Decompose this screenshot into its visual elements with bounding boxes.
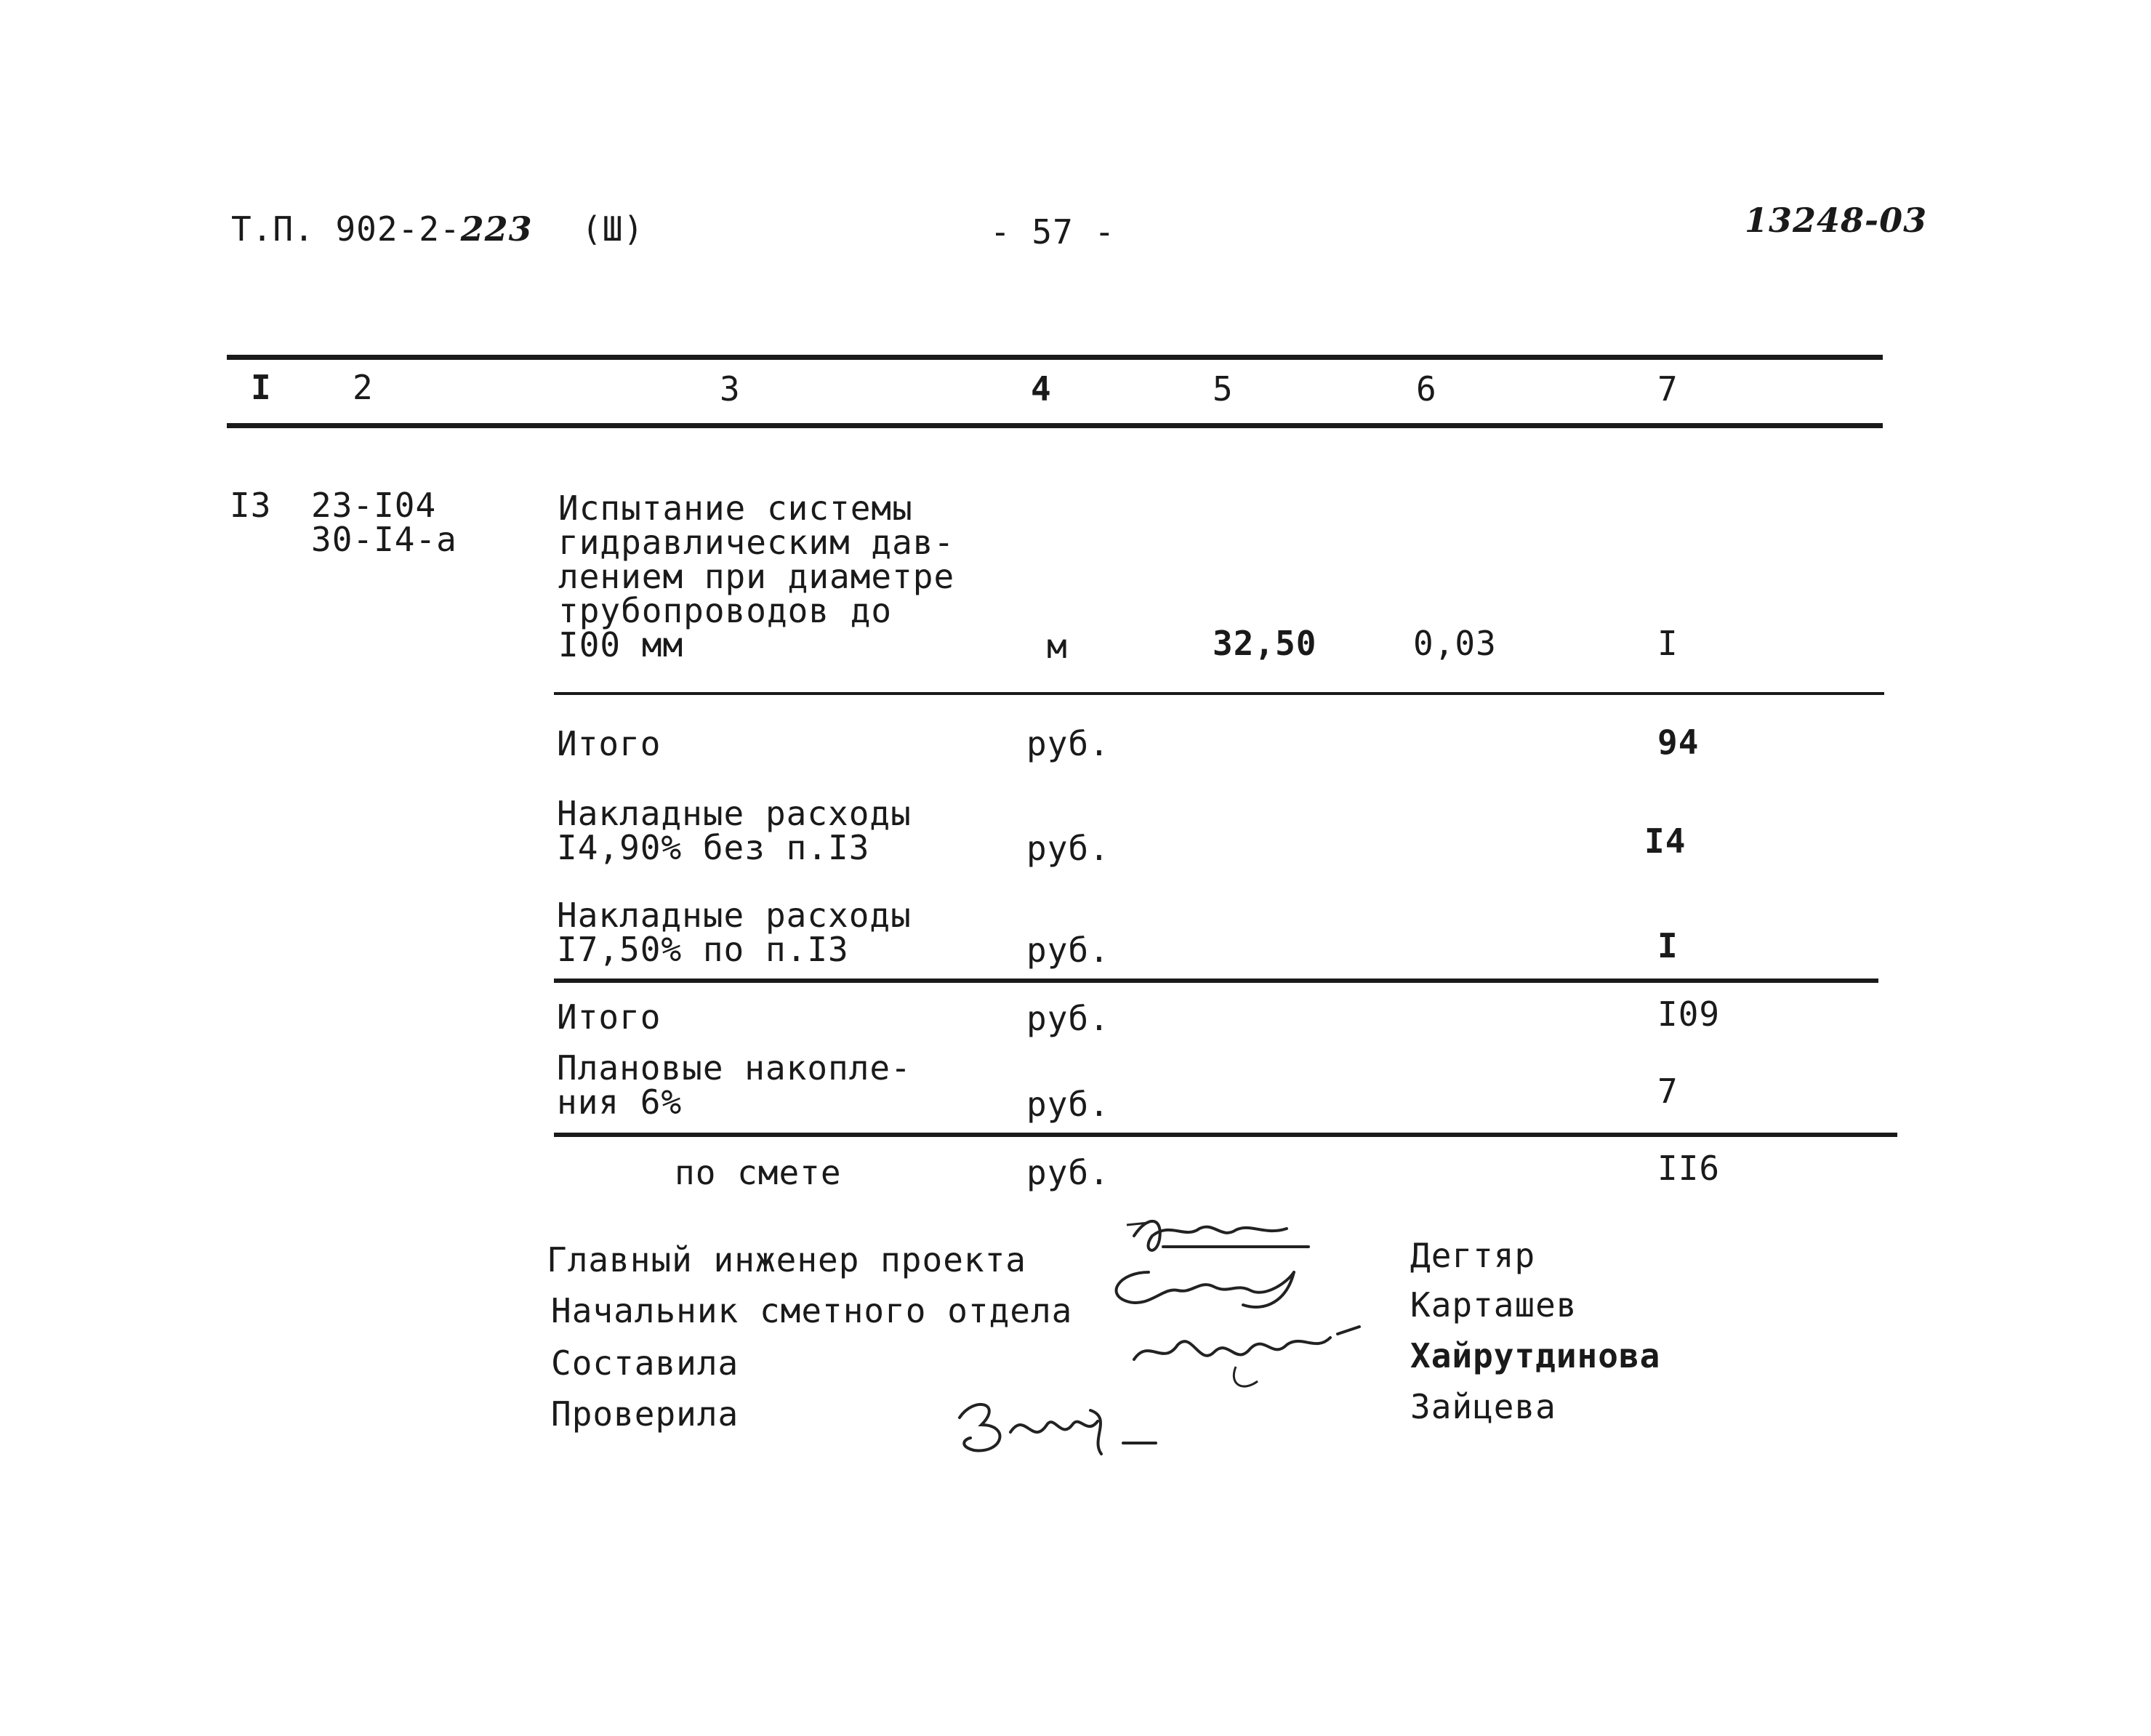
summary-unit: руб.: [1026, 724, 1110, 763]
summary-unit: руб.: [1026, 931, 1110, 970]
summary-label: по смете: [675, 1153, 842, 1192]
summary-value: 94: [1657, 723, 1700, 762]
page-number: - 57 -: [990, 212, 1116, 252]
column-header-1: I: [251, 368, 272, 407]
handwritten-signature-estimates-head: [1098, 1258, 1316, 1323]
summary-label: Накладные расходы I7,50% по п.I3: [557, 896, 912, 969]
item-number: I3: [230, 486, 272, 525]
signature-role: Составила: [551, 1343, 739, 1383]
summary-label: Итого: [557, 724, 662, 763]
subtotal-rule: [554, 978, 1878, 983]
signature-role: Главный инженер проекта: [547, 1240, 1026, 1279]
signature-name: Дегтяр: [1410, 1236, 1536, 1275]
item-quantity: 32,50: [1213, 624, 1317, 663]
column-header-6: 6: [1416, 369, 1437, 409]
summary-label: Плановые накопле- ния 6%: [557, 1048, 912, 1122]
summary-label: Итого: [557, 997, 662, 1037]
doc-reference: [231, 209, 533, 249]
table-top-rule: [227, 355, 1883, 360]
summary-value: II6: [1657, 1149, 1721, 1188]
signature-name: Хайрутдинова: [1410, 1336, 1661, 1375]
summary-unit: руб.: [1026, 1085, 1110, 1124]
section-mark: (Ш): [582, 209, 645, 249]
summary-unit: руб.: [1026, 829, 1110, 868]
item-rate: 0,03: [1413, 624, 1497, 663]
summary-value: I4: [1644, 821, 1686, 861]
column-header-3: 3: [720, 369, 741, 409]
column-header-7: 7: [1657, 369, 1678, 409]
item-bottom-rule: [554, 692, 1884, 695]
signature-role: Проверила: [551, 1394, 739, 1434]
summary-value: I: [1657, 926, 1678, 965]
summary-unit: руб.: [1026, 1153, 1110, 1192]
summary-label: Накладные расходы I4,90% без п.I3: [557, 794, 912, 867]
doc-reference-prefix: Т.П. 902-2-: [231, 209, 461, 249]
summary-value: 7: [1657, 1072, 1678, 1111]
table-header-bottom-rule: [227, 423, 1883, 428]
summary-value: I09: [1657, 994, 1721, 1034]
item-description: Испытание системы гидравлическим дав- лением при диаметре трубопроводов до I00 мм: [558, 489, 955, 664]
doc-reference-handwritten: 223: [460, 209, 533, 249]
signature-name: Карташев: [1410, 1285, 1577, 1325]
signature-role: Начальник сметного отдела: [551, 1291, 1073, 1330]
total-rule: [554, 1133, 1897, 1137]
column-header-2: 2: [353, 368, 374, 407]
summary-unit: руб.: [1026, 999, 1110, 1038]
item-codes: 23-I04 30-I4-а: [311, 486, 457, 559]
handwritten-signature-checked-by: [945, 1381, 1185, 1476]
item-total: I: [1657, 624, 1678, 663]
signature-name: Зайцева: [1410, 1387, 1556, 1426]
stamp-number: 13248-03: [1745, 201, 1928, 240]
column-header-4: 4: [1031, 369, 1052, 409]
item-unit: м: [1047, 627, 1068, 666]
column-header-5: 5: [1213, 369, 1234, 409]
